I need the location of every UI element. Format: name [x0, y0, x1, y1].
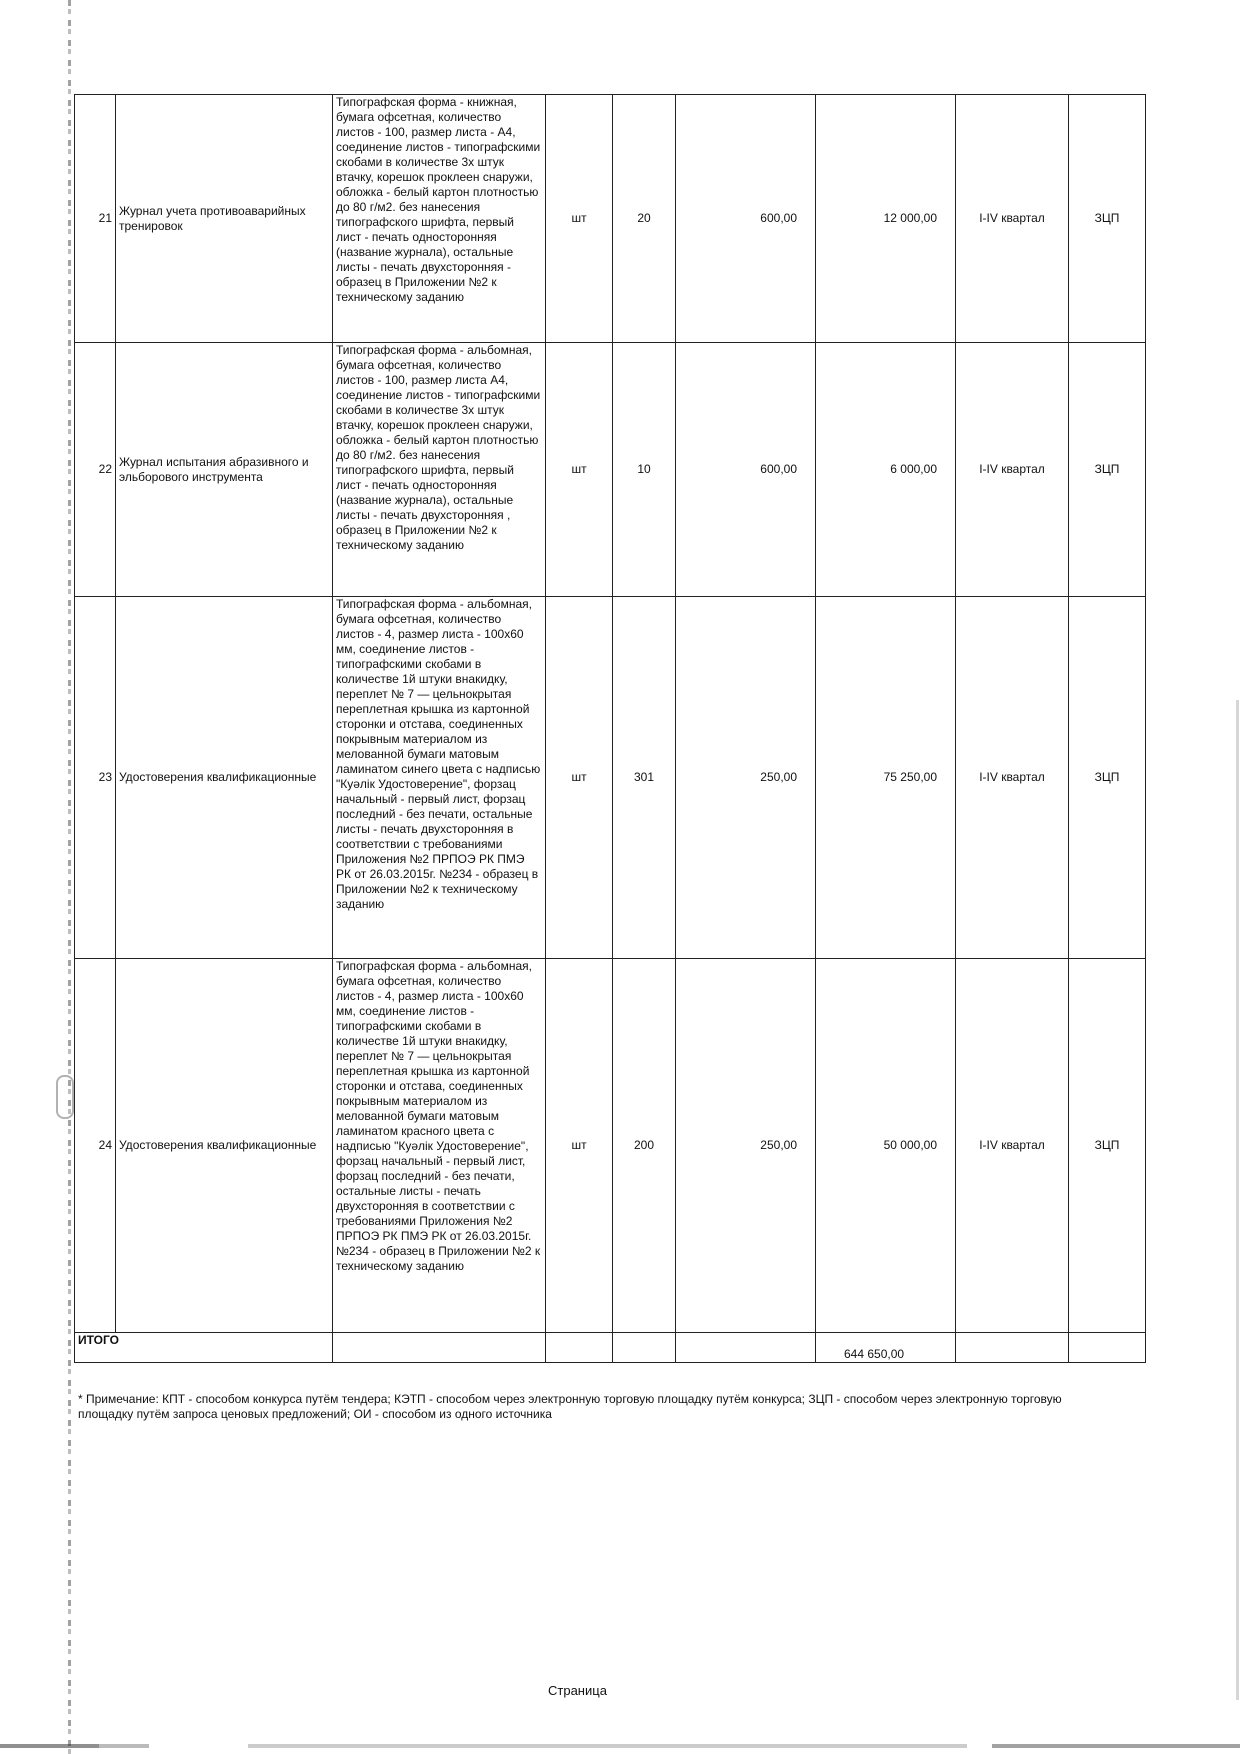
item-unit: шт — [546, 95, 613, 343]
item-sum: 50 000,00 — [816, 959, 956, 1333]
item-unit: шт — [546, 959, 613, 1333]
item-method: ЗЦП — [1069, 597, 1146, 959]
total-empty-cell — [1069, 1333, 1146, 1363]
item-price: 600,00 — [676, 343, 816, 597]
total-label: ИТОГО — [75, 1333, 333, 1363]
item-description: Типографская форма - альбомная, бумага офсетная, количество листов - 100, размер листа А4, соединение листов - типографскими скобами в количестве 3х штук втачку, корешок проклеен снаружи, обложка - белый картон плотностью до 80 г/м2. без нанесения типографского шрифта, первый лист - печать односторонняя (название журнала), остальные листы - печать двухсторонняя , образец в Приложении №2 к техническому заданию — [333, 343, 546, 597]
table-row — [75, 597, 1146, 959]
total-empty-cell — [613, 1333, 676, 1363]
footnote: * Примечание: КПТ - способом конкурса путём тендера; КЭТП - способом через электронную торговую площадку путём конкурса; ЗЦП - способом через электронную торговую площадку путём запроса ценовых предложений; ОИ - способом из одного источника — [78, 1392, 1062, 1421]
total-empty-cell — [676, 1333, 816, 1363]
total-row — [75, 1333, 1146, 1363]
item-name: Журнал испытания абразивного и эльборового инструмента — [116, 343, 333, 597]
total-empty-cell — [333, 1333, 546, 1363]
item-price: 250,00 — [676, 959, 816, 1333]
item-method: ЗЦП — [1069, 343, 1146, 597]
item-description: Типографская форма - книжная, бумага офсетная, количество листов - 100, размер листа - А4, соединение листов - типографскими скобами в количестве 3х штук втачку, корешок проклеен снаружи, обложка - белый картон плотностью до 80 г/м2. без нанесения типографского шрифта, первый лист - печать односторонняя (название журнала), остальные листы - печать двухсторонняя - образец в Приложении №2 к техническому заданию — [333, 95, 546, 343]
item-name: Удостоверения квалификационные — [116, 597, 333, 959]
item-quantity: 200 — [613, 959, 676, 1333]
scan-edge-left — [68, 0, 71, 1754]
total-empty-cell — [546, 1333, 613, 1363]
row-number: 21 — [75, 95, 116, 343]
item-sum: 12 000,00 — [816, 95, 956, 343]
item-quantity: 301 — [613, 597, 676, 959]
procurement-table — [74, 94, 1146, 1363]
item-description: Типографская форма - альбомная, бумага офсетная, количество листов - 4, размер листа - 100х60 мм, соединение листов - типографскими скобами в количестве 1й штуки внакидку, переплет № 7 — цельнокрытая переплетная крышка из картонной сторонки и отстава, соединенных покрывным материалом из мелованной бумаги матовым ламинатом синего цвета с надписью "Куәлік Удостоверение", форзац начальный - первый лист, форзац последний - без печати, остальные листы - печать двухсторонняя в соответствии с требованиями Приложения №2 ПРПОЭ РК ПМЭ РК от 26.03.2015г. №234 - образец в Приложении №2 к техническому заданию — [333, 597, 546, 959]
binder-hole-mark — [56, 1075, 74, 1119]
item-term: I-IV квартал — [956, 959, 1069, 1333]
item-term: I-IV квартал — [956, 597, 1069, 959]
table-row — [75, 959, 1146, 1333]
row-number: 23 — [75, 597, 116, 959]
page-footer: Страница — [548, 1683, 607, 1698]
item-term: I-IV квартал — [956, 343, 1069, 597]
table-row — [75, 95, 1146, 343]
item-quantity: 10 — [613, 343, 676, 597]
item-unit: шт — [546, 597, 613, 959]
item-quantity: 20 — [613, 95, 676, 343]
item-price: 600,00 — [676, 95, 816, 343]
row-number: 24 — [75, 959, 116, 1333]
row-number: 22 — [75, 343, 116, 597]
total-empty-cell — [956, 1333, 1069, 1363]
item-name: Удостоверения квалификационные — [116, 959, 333, 1333]
item-price: 250,00 — [676, 597, 816, 959]
scan-edge-right — [1236, 700, 1239, 1700]
item-name: Журнал учета противоаварийных тренировок — [116, 95, 333, 343]
item-description: Типографская форма - альбомная, бумага офсетная, количество листов - 4, размер листа - 100х60 мм, соединение листов - типографскими скобами в количестве 1й штуки внакидку, переплет № 7 — цельнокрытая переплетная крышка из картонной сторонки и отстава, соединенных покрывным материалом из мелованной бумаги матовым ламинатом красного цвета с надписью "Куәлік Удостоверение", форзац начальный - первый лист, форзац последний - без печати, остальные листы - печать двухсторонняя в соответствии с требованиями Приложения №2 ПРПОЭ РК ПМЭ РК от 26.03.2015г. №234 - образец в Приложении №2 к техническому заданию — [333, 959, 546, 1333]
item-unit: шт — [546, 343, 613, 597]
item-method: ЗЦП — [1069, 95, 1146, 343]
table-row — [75, 343, 1146, 597]
item-sum: 75 250,00 — [816, 597, 956, 959]
item-sum: 6 000,00 — [816, 343, 956, 597]
item-method: ЗЦП — [1069, 959, 1146, 1333]
item-term: I-IV квартал — [956, 95, 1069, 343]
total-sum: 644 650,00 — [816, 1333, 956, 1363]
scan-edge-bottom — [0, 1744, 1240, 1748]
